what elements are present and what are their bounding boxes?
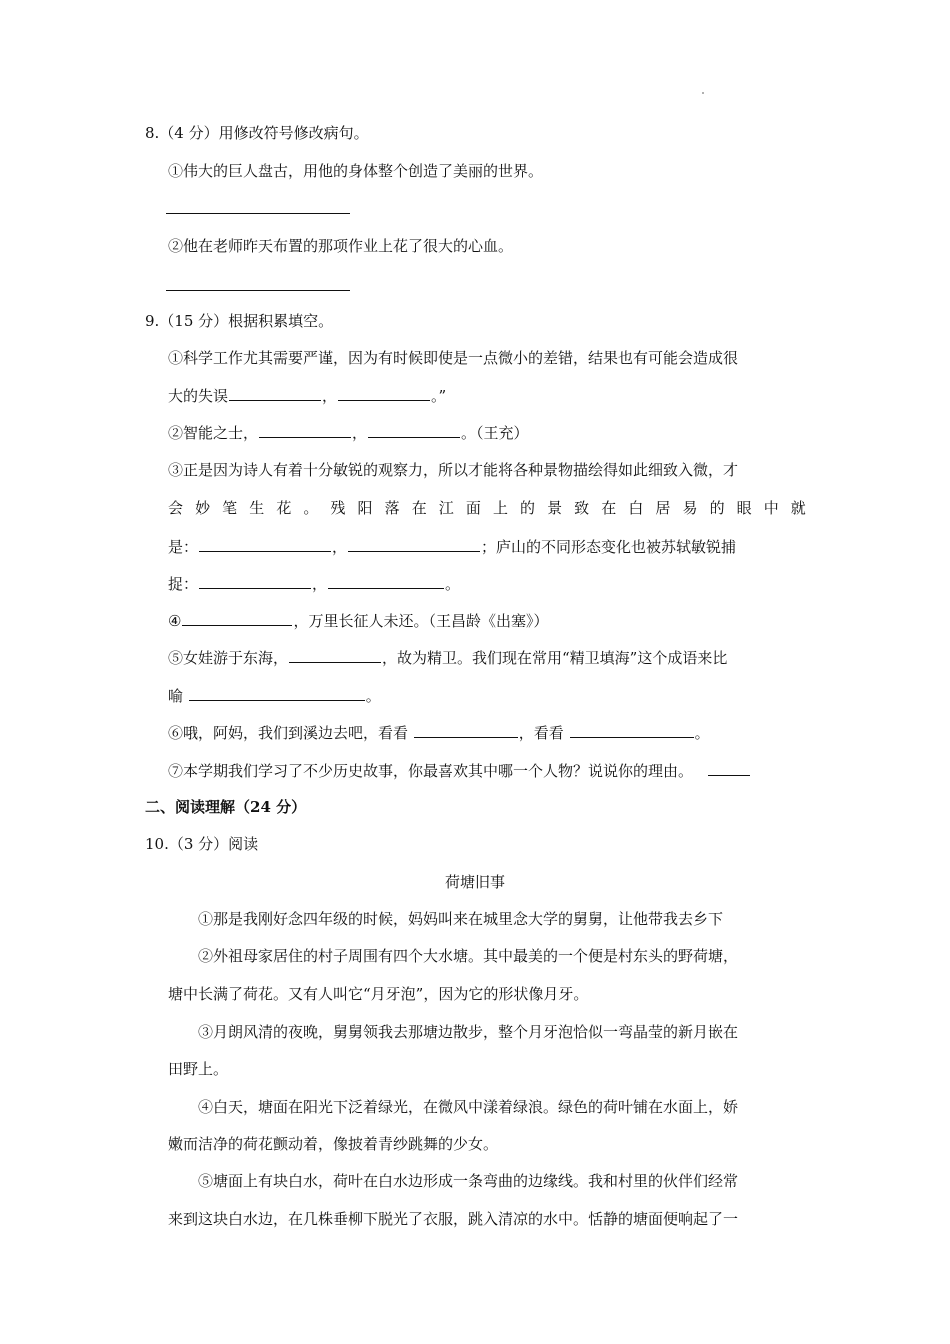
q9-comma: ， [312,575,328,593]
article-title: 荷塘旧事 [444,873,505,891]
q9-item-3-char: 上 [492,499,508,517]
q9-item-2-end: 。（王充） [461,424,529,442]
q9-item-5-end: ，故为精卫。我们现在常用“精卫填海”这个成语来比 [382,649,728,667]
q10-title: 10.（3 分）阅读 [145,835,259,853]
q9-item-3-char: 白 [628,499,644,517]
q8-sentence-2: ②他在老师昨天布置的那项作业上花了很大的心血。 [168,237,514,255]
q9-item-6-mid: ，看看 [518,724,564,742]
q9-item-3-char: 居 [655,499,671,517]
q9-item-2-blank-1[interactable] [259,421,351,438]
q9-comma: ， [352,424,368,442]
article-paragraph-4-line-2: 嫩而洁净的荷花颤动着，像披着青纱跳舞的少女。 [168,1135,499,1153]
q9-item-3-char: 落 [384,499,400,517]
q9-item-3-char: 眼 [736,499,752,517]
q9-item-1-line-1: ①科学工作尤其需要严谨，因为有时候即使是一点微小的差错，结果也有可能会造成很 [168,349,739,367]
q9-item-5-prefix: ⑤女娃游于东海， [168,649,289,667]
q9-item-3-char: 阳 [357,499,373,517]
q9-item-5-blank-1[interactable] [289,646,381,663]
q9-item-3-blank-3[interactable] [199,572,311,589]
q9-item-7 [168,759,751,782]
q9-item-3-char: 江 [438,499,454,517]
q9-item-3-line-4 [168,572,460,595]
q9-item-3-char: 残 [330,499,346,517]
q9-item-3-prefix: 是： [168,538,199,556]
q9-item-3-char: 花 [276,499,292,517]
q9-item-7-text: ⑦本学期我们学习了不少历史故事，你最喜欢其中哪一个人物？说说你的理由。 [168,762,694,780]
q8-title: 8.（4 分）用修改符号修改病句。 [145,124,369,142]
q9-item-3-blank-4[interactable] [328,572,444,589]
q9-item-5-line-1 [168,646,727,669]
q8-answer-line-1[interactable] [166,213,350,214]
page-dot [702,92,704,94]
q9-item-6 [168,721,710,744]
q9-item-7-blank[interactable] [708,759,750,776]
q9-item-3-char: 就 [790,499,806,517]
q9-item-4-prefix: ④ [168,612,182,630]
q9-item-3-char: 妙 [195,499,211,517]
q9-item-6-blank-2[interactable] [570,721,694,738]
q9-item-3-mid: ；庐山的不同形态变化也被苏轼敏锐捕 [481,538,737,556]
q9-item-3-line-3 [168,535,736,558]
q9-item-1-end: 。” [431,387,447,405]
q9-period: 。 [365,687,381,705]
q9-item-3-char: 生 [249,499,265,517]
q9-item-3-blank-2[interactable] [348,535,480,552]
q8-answer-line-2[interactable] [166,290,350,291]
q9-item-3-line-2 [168,497,806,519]
q9-item-3-prefix-2: 捉： [168,575,199,593]
q9-item-2-blank-2[interactable] [368,421,460,438]
article-paragraph-1: ①那是我刚好念四年级的时候，妈妈叫来在城里念大学的舅舅，让他带我去乡下 [198,910,724,928]
q9-item-3-char: 在 [601,499,617,517]
q9-item-3-char: 易 [682,499,698,517]
q9-item-6-prefix: ⑥哦，阿妈，我们到溪边去吧，看看 [168,724,409,742]
article-paragraph-3-line-2: 田野上。 [168,1060,229,1078]
q9-item-4 [168,609,548,632]
q9-item-3-char: 中 [763,499,779,517]
q9-item-3-char: 会 [168,499,184,517]
q9-item-4-end: ，万里长征人未还。（王昌龄《出塞》） [293,612,549,630]
q9-item-4-blank[interactable] [182,609,292,626]
q9-item-3-char: 的 [520,499,536,517]
q9-item-1-blank-2[interactable] [338,384,430,401]
q9-item-1-line-2 [168,384,446,407]
q9-item-3-char: 致 [574,499,590,517]
q9-item-3-char: 的 [709,499,725,517]
q9-period: 。 [445,575,461,593]
q9-item-1-blank-1[interactable] [229,384,321,401]
q9-item-3-char: 在 [411,499,427,517]
article-paragraph-4-line-1: ④白天，塘面在阳光下泛着绿光，在微风中漾着绿浪。绿色的荷叶铺在水面上，娇 [198,1098,739,1116]
q9-item-3-char: 面 [465,499,481,517]
q9-item-3-char: 景 [547,499,563,517]
q9-item-5-line-2 [168,684,381,707]
q9-title: 9.（15 分）根据积累填空。 [145,312,334,330]
article-paragraph-2-line-2: 塘中长满了荷花。又有人叫它“月牙泡”，因为它的形状像月牙。 [168,985,589,1003]
q9-item-1-prefix: 大的失误 [168,387,229,405]
q9-item-6-blank-1[interactable] [414,721,518,738]
q9-item-3-line-1: ③正是因为诗人有着十分敏锐的观察力，所以才能将各种景物描绘得如此细致入微，才 [168,461,739,479]
q9-item-2-prefix: ②智能之士， [168,424,259,442]
article-paragraph-2-line-1: ②外祖母家居住的村子周围有四个大水塘。其中最美的一个便是村东头的野荷塘， [198,947,739,965]
article-paragraph-3-line-1: ③月朗风清的夜晚，舅舅领我去那塘边散步，整个月牙泡恰似一弯晶莹的新月嵌在 [198,1023,739,1041]
q9-item-3-char: 。 [303,499,319,517]
q9-item-5-blank-2[interactable] [189,684,365,701]
q9-item-5-prefix-2: 喻 [168,687,184,705]
section-heading: 二、阅读理解（24 分） [145,798,307,816]
q8-sentence-1: ①伟大的巨人盘古，用他的身体整个创造了美丽的世界。 [168,162,544,180]
q9-period: 。 [694,724,710,742]
article-paragraph-5-line-2: 来到这块白水边，在几株垂柳下脱光了衣服，跳入清凉的水中。恬静的塘面便响起了一 [168,1210,739,1228]
q9-comma: ， [322,387,338,405]
q9-item-3-blank-1[interactable] [199,535,331,552]
q9-comma: ， [332,538,348,556]
q9-item-2 [168,421,529,444]
article-paragraph-5-line-1: ⑤塘面上有块白水，荷叶在白水边形成一条弯曲的边缘线。我和村里的伙伴们经常 [198,1172,739,1190]
q9-item-3-char: 笔 [222,499,238,517]
